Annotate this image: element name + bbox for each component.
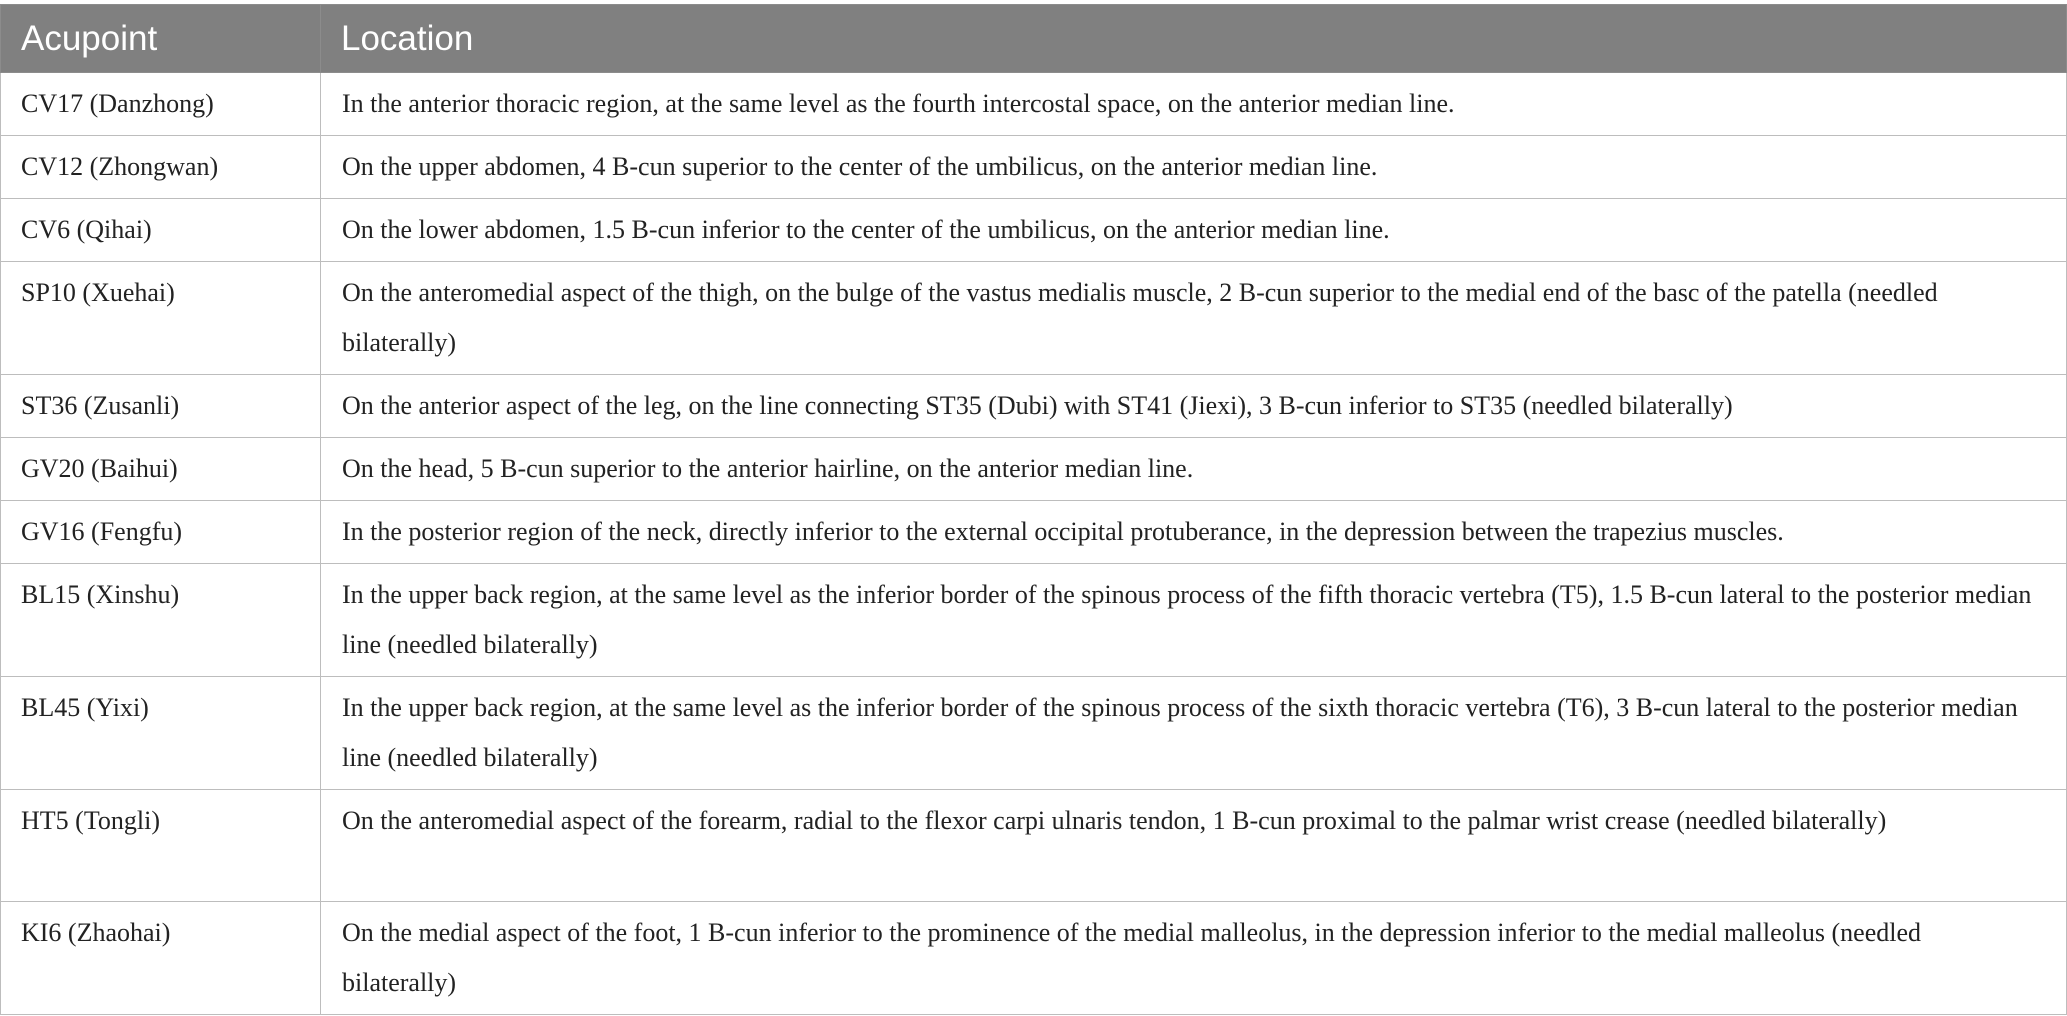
table-header [1,5,2067,73]
location-cell: On the anterior aspect of the leg, on the line connecting ST35 (Dubi) with ST41 (Jiexi), 3 B-cun inferior to ST35 (needled bilaterally) [321,375,2067,438]
column-header-location: Location [321,5,2067,73]
location-cell: On the lower abdomen, 1.5 B-cun inferior to the center of the umbilicus, on the anterior median line. [321,199,2067,262]
table-row [1,136,2067,199]
acupoint-cell: GV16 (Fengfu) [1,501,321,564]
table-row [1,199,2067,262]
location-cell: On the medial aspect of the foot, 1 B-cun inferior to the prominence of the medial malleolus, in the depression inferior to the medial malleolus (needled bilaterally) [321,902,2067,1015]
acupoint-cell: BL45 (Yixi) [1,677,321,790]
table-row [1,564,2067,677]
acupoint-cell: SP10 (Xuehai) [1,262,321,375]
acupoint-cell: HT5 (Tongli) [1,790,321,902]
table-row [1,677,2067,790]
table-row [1,501,2067,564]
table-row [1,73,2067,136]
location-cell: On the anteromedial aspect of the forearm, radial to the flexor carpi ulnaris tendon, 1 B-cun proximal to the palmar wrist crease (needled bilaterally) [321,790,2067,902]
acupoint-cell: CV17 (Danzhong) [1,73,321,136]
location-cell: On the upper abdomen, 4 B-cun superior to the center of the umbilicus, on the anterior median line. [321,136,2067,199]
acupoint-table [0,4,2067,1015]
location-cell: In the upper back region, at the same level as the inferior border of the spinous process of the sixth thoracic vertebra (T6), 3 B-cun lateral to the posterior median line (needled bilaterally) [321,677,2067,790]
location-cell: On the anteromedial aspect of the thigh, on the bulge of the vastus medialis muscle, 2 B-cun superior to the medial end of the basc of the patella (needled bilaterally) [321,262,2067,375]
location-cell: In the posterior region of the neck, directly inferior to the external occipital protuberance, in the depression between the trapezius muscles. [321,501,2067,564]
column-header-acupoint: Acupoint [1,5,321,73]
acupoint-cell: GV20 (Baihui) [1,438,321,501]
table-row [1,375,2067,438]
acupoint-cell: CV12 (Zhongwan) [1,136,321,199]
acupoint-cell: KI6 (Zhaohai) [1,902,321,1015]
table-body [1,73,2067,1015]
location-cell: In the upper back region, at the same level as the inferior border of the spinous process of the fifth thoracic vertebra (T5), 1.5 B-cun lateral to the posterior median line (needled bilaterally) [321,564,2067,677]
acupoint-cell: BL15 (Xinshu) [1,564,321,677]
location-cell: On the head, 5 B-cun superior to the anterior hairline, on the anterior median line. [321,438,2067,501]
table-row [1,790,2067,902]
acupoint-cell: ST36 (Zusanli) [1,375,321,438]
table-row [1,902,2067,1015]
table-row [1,438,2067,501]
location-cell: In the anterior thoracic region, at the same level as the fourth intercostal space, on the anterior median line. [321,73,2067,136]
header-row [1,5,2067,73]
table-row [1,262,2067,375]
acupoint-cell: CV6 (Qihai) [1,199,321,262]
